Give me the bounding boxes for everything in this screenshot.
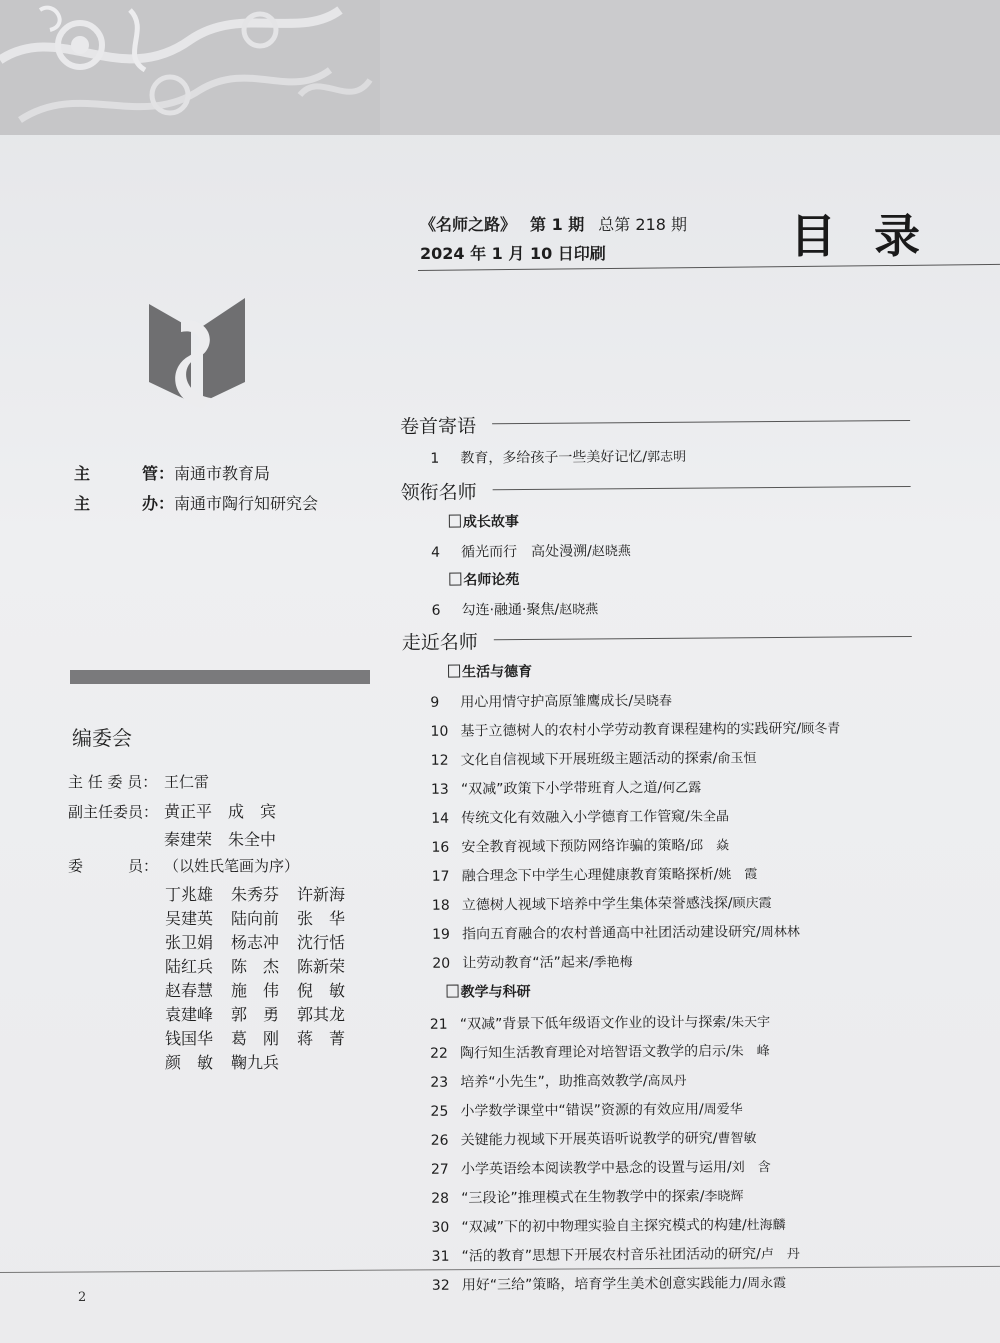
toc-entry[interactable] [431,598,598,619]
member-name: 陈新荣 [297,957,346,976]
subcategory [446,981,530,1002]
entry-author: 姚 霞 [718,867,758,883]
decorative-banner [0,0,1000,135]
organizer-label-2: 办： [142,494,175,513]
entry-title: 勾连·融通·聚焦/ [461,601,560,619]
entry-page: 9 [430,694,440,711]
entry-author: 郭志明 [647,449,687,466]
toc-entry[interactable] [432,892,772,915]
toc-entry[interactable] [430,1011,770,1034]
entry-author: 吴晓春 [632,693,673,710]
member-name: 鞠九兵 [231,1053,280,1072]
entry-page: 23 [430,1074,449,1091]
toc-entry[interactable] [432,951,632,973]
entry-title: 用心用情守护高原雏鹰成长/ [460,693,634,711]
entry-author: 季艳梅 [593,955,633,971]
section-rule [492,420,910,424]
entry-page: 6 [431,602,441,619]
member-name: 赵春慧 [165,981,214,1000]
entry-page: 25 [430,1103,449,1120]
entry-page: 1 [430,450,440,467]
member-name: 杨志冲 [231,933,280,952]
entry-title: 用好“三给”策略，培育学生美术创意实践能力/ [461,1275,748,1294]
square-box-icon [449,515,461,528]
member-name: 施 伟 [231,981,280,1000]
toc-entry[interactable] [431,1214,785,1237]
entry-author: 周林林 [760,924,800,941]
toc-entry[interactable] [430,718,840,741]
entry-title: 基于立德树人的农村小学劳动教育课程建构的实践研究/ [460,720,802,740]
entry-page: 26 [430,1132,449,1149]
entry-author: 朱全晶 [689,809,729,825]
member-name: 钱国华 [165,1029,214,1048]
member-name: 倪 敏 [297,981,346,1000]
entry-title: 立德树人视域下培养中学生集体荣誉感浅探/ [461,895,733,914]
toc-entry[interactable] [432,1272,786,1295]
entry-title: 传统文化有效融入小学德育工作管窥/ [461,808,690,827]
organizer-label: 主 [74,494,131,513]
members-label: 委 员： [68,857,159,875]
section-rule [493,486,911,490]
entry-title: 小学英语绘本阅读教学中悬念的设置与运用/ [460,1159,732,1178]
entry-page: 28 [431,1190,450,1207]
subcategory [448,661,532,682]
member-name: 陈 杰 [231,957,280,976]
supervisor-label-2: 管： [142,464,175,483]
divider-bar [70,670,370,684]
member-name: 郭其龙 [297,1005,346,1024]
header-divider [418,264,1000,271]
toc-entry[interactable] [431,805,729,827]
members-grid [165,882,363,1072]
entry-title: “双减”下的初中物理实验自主探究模式的构建/ [461,1217,747,1236]
member-name: 陆向前 [231,909,280,928]
entry-page: 13 [430,781,449,798]
section-rule [494,636,912,640]
entry-author: 俞玉恒 [717,751,757,767]
toc-entry[interactable] [430,446,686,468]
square-box-icon [447,985,459,998]
director-label: 主 任 委 员： [68,773,158,791]
issue-number: 第 1 期 [530,215,585,234]
entry-page: 27 [430,1161,449,1178]
entry-author: 卢 丹 [760,1246,800,1263]
section-heading: 领衔名师 [400,481,477,504]
footer-divider [0,1266,1000,1273]
member-name: 郭 勇 [231,1005,280,1024]
entry-page: 14 [431,810,450,827]
member-name: 沈行恬 [297,933,346,952]
toc-entry[interactable] [431,777,701,799]
section-heading: 卷首寄语 [400,415,477,438]
toc-entry[interactable] [430,1040,770,1063]
member-name: 朱秀芬 [231,885,280,904]
member-name: 吴建英 [165,909,214,928]
organizer-value: 南通市陶行知研究会 [174,494,319,513]
journal-name: 《名师之路》 [420,215,517,234]
entry-page: 22 [429,1045,448,1062]
toc-entry[interactable] [431,834,729,856]
section-heading: 走近名师 [401,631,478,654]
supervisor-value: 南通市教育局 [174,464,271,483]
entry-author: 周永霞 [747,1275,787,1292]
member-name: 蒋 菁 [297,1029,346,1048]
member-name [297,1050,363,1068]
vice-label: 副主任委员： [68,803,159,821]
entry-page: 4 [431,544,441,561]
entry-page: 10 [430,723,449,740]
page-number: 2 [78,1290,87,1305]
entry-title: “三段论”推理模式在生物教学中的探索/ [461,1188,705,1207]
entry-author: 顾庆霞 [732,896,772,912]
entry-title: 文化自信视域下开展班级主题活动的探索/ [460,750,718,769]
entry-title: “双减”政策下小学带班育人之道/ [460,779,663,798]
square-box-icon [448,665,460,678]
entry-page: 12 [430,752,449,769]
subcategory [449,511,519,532]
entry-title: 循光而行 高处漫溯/ [461,543,592,561]
member-name: 张卫娟 [165,933,214,952]
entry-title: 让劳动教育“活”起来/ [462,954,594,972]
entry-page: 17 [431,868,450,885]
entry-author: 刘 含 [731,1160,771,1176]
entry-author: 高凤丹 [647,1073,687,1090]
entry-page: 31 [431,1248,450,1265]
subcategory [449,569,519,590]
entry-title: 安全教育视域下预防网络诈骗的策略/ [461,837,691,856]
supervisor-line [74,461,270,484]
subcategory-label: 教学与科研 [460,983,531,1001]
toc-entry[interactable] [430,1070,686,1092]
entry-author: 曹智敏 [717,1131,757,1147]
editorial-board-title: 编委会 [72,726,132,750]
floral-ornament-icon [0,0,1000,135]
member-name: 葛 刚 [231,1029,280,1048]
toc-entry[interactable] [431,1156,771,1179]
entry-title: 小学数学课堂中“错误”资源的有效应用/ [460,1101,704,1120]
entry-page: 18 [431,897,450,914]
entry-author: 朱 峰 [730,1044,770,1060]
subcategory-label: 名师论苑 [463,572,520,589]
entry-author: 周爱华 [703,1102,743,1118]
subcategory-label: 生活与德育 [462,663,533,681]
issue-line [420,212,701,235]
print-date: 2024 年 1 月 10 日印刷 [420,244,606,263]
toc-entry[interactable] [432,863,758,886]
toc-entry[interactable] [431,540,631,562]
entry-page: 19 [432,926,451,943]
entry-author: 朱天宇 [730,1015,771,1031]
entry-title: 教育，多给孩子一些美好记忆/ [460,449,648,467]
organizer-line [74,491,318,514]
members-note: （以姓氏笔画为序） [164,857,300,875]
toc-entry[interactable] [431,747,757,770]
member-name: 陆红兵 [165,957,214,976]
entry-author: 李晓辉 [704,1189,744,1205]
entry-author: 邱 焱 [690,838,730,854]
entry-author: 杜海麟 [746,1217,786,1234]
vice-names-2: 秦建荣 朱全中 [164,830,277,849]
supervisor-label: 主 [74,464,131,483]
member-name: 袁建峰 [165,1005,214,1024]
board-director-row [68,771,209,792]
entry-title: 融合理念下中学生心理健康教育策略探析/ [461,866,719,885]
toc-entry[interactable] [432,1243,800,1266]
entry-page: 16 [431,839,450,856]
entry-title: 指向五育融合的农村普通高中社团活动建设研究/ [462,924,761,943]
entry-page: 21 [429,1016,448,1033]
total-issue: 总第 218 期 [598,215,688,234]
entry-page: 30 [431,1219,450,1236]
toc-entry[interactable] [431,1127,757,1150]
director-name: 王仁雷 [164,773,210,791]
entry-title: “活的教育”思想下开展农村音乐社团活动的研究/ [461,1246,761,1265]
board-members-row [68,855,299,876]
toc-entry[interactable] [431,1185,743,1207]
entry-page: 20 [432,955,451,972]
member-name: 丁兆雄 [165,885,214,904]
member-name: 颜 敏 [165,1053,214,1072]
entry-author: 赵晓燕 [591,544,631,560]
entry-title: “双减”背景下低年级语文作业的设计与探索/ [459,1014,732,1033]
toc-entry[interactable] [430,690,672,712]
entry-author: 顾冬青 [801,721,841,737]
member-name: 许新海 [297,885,346,904]
vice-names-1: 黄正平 成 宾 [164,802,277,821]
toc-entry[interactable] [432,921,800,944]
entry-title: 陶行知生活教育理论对培智语文教学的启示/ [459,1043,731,1062]
entry-title: 培养“小先生”，助推高效教学/ [460,1073,648,1091]
journal-logo-icon [145,298,249,416]
entry-page: 32 [431,1277,450,1294]
table-of-contents [400,406,910,1294]
member-name: 张 华 [297,909,346,928]
toc-entry[interactable] [430,1098,742,1120]
entry-author: 赵晓燕 [559,602,599,618]
toc-title: 目录 [790,209,958,263]
entry-title: 关键能力视域下开展英语听说教学的研究/ [460,1130,718,1149]
board-vice-row [68,799,276,822]
square-box-icon [449,573,461,586]
subcategory-label: 成长故事 [462,514,519,531]
entry-author: 何乙露 [662,780,702,796]
